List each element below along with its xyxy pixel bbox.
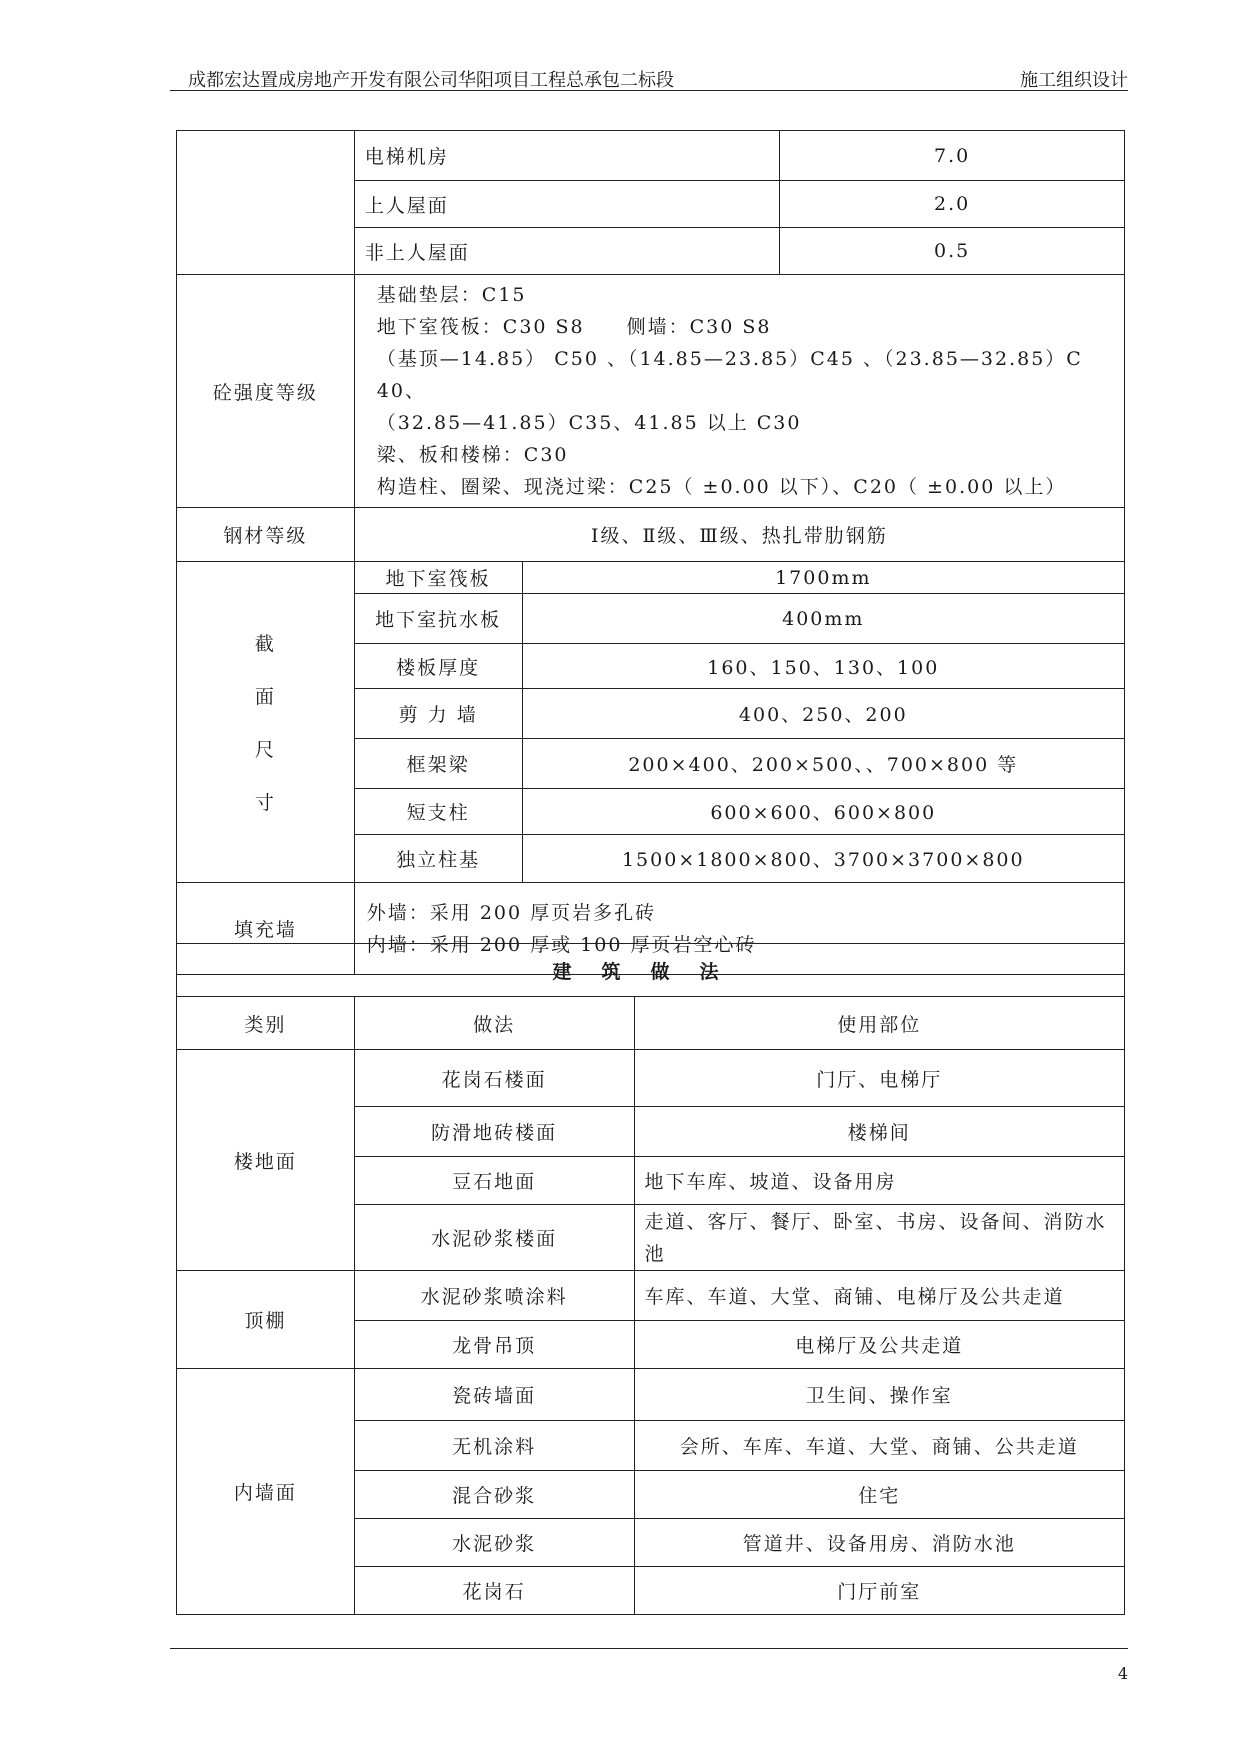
page-number: 4 bbox=[1117, 1664, 1128, 1683]
load-name: 上人屋面 bbox=[354, 181, 780, 228]
section-name: 剪 力 墙 bbox=[354, 689, 522, 739]
inner-wall-label: 内墙面 bbox=[177, 1369, 355, 1615]
header-method: 做法 bbox=[354, 997, 634, 1050]
location-cell: 电梯厅及公共走道 bbox=[634, 1321, 1124, 1369]
architecture-table bbox=[176, 943, 1125, 1615]
method-cell: 无机涂料 bbox=[354, 1421, 634, 1471]
section-value: 400、250、200 bbox=[522, 689, 1124, 739]
location-cell: 卫生间、操作室 bbox=[634, 1369, 1124, 1421]
header-project-title: 成都宏达置成房地产开发有限公司华阳项目工程总承包二标段 bbox=[188, 70, 674, 91]
loads-category-cell bbox=[177, 131, 355, 275]
location-cell: 走道、客厅、餐厅、卧室、书房、设备间、消防水池 bbox=[634, 1205, 1124, 1271]
section-value: 200×400、200×500、、700×800 等 bbox=[522, 739, 1124, 789]
architecture-title: 建筑做法 bbox=[177, 944, 1125, 997]
section-name: 楼板厚度 bbox=[354, 644, 522, 689]
concrete-line: （32.85—41.85）C35、41.85 以上 C30 bbox=[376, 412, 802, 434]
concrete-spec bbox=[354, 275, 1124, 508]
header-location: 使用部位 bbox=[634, 997, 1124, 1050]
concrete-line: 构造柱、圈梁、现浇过梁：C25（ ±0.00 以下）、C20（ ±0.00 以上） bbox=[376, 476, 1067, 498]
section-value: 600×600、600×800 bbox=[522, 789, 1124, 835]
load-value: 7.0 bbox=[780, 131, 1125, 181]
location-cell: 管道井、设备用房、消防水池 bbox=[634, 1519, 1124, 1567]
footer-rule bbox=[170, 1648, 1128, 1649]
location-cell: 地下车库、坡道、设备用房 bbox=[634, 1157, 1124, 1205]
method-cell: 花岗石楼面 bbox=[354, 1050, 634, 1107]
method-cell: 水泥砂浆喷涂料 bbox=[354, 1271, 634, 1321]
location-cell: 车库、车道、大堂、商铺、电梯厅及公共走道 bbox=[634, 1271, 1124, 1321]
method-cell: 豆石地面 bbox=[354, 1157, 634, 1205]
section-value: 400mm bbox=[522, 594, 1124, 644]
method-cell: 花岗石 bbox=[354, 1567, 634, 1615]
load-value: 0.5 bbox=[780, 228, 1125, 275]
concrete-label: 砼强度等级 bbox=[177, 275, 355, 508]
method-cell: 混合砂浆 bbox=[354, 1471, 634, 1519]
structure-table bbox=[176, 130, 1125, 975]
section-name: 独立柱基 bbox=[354, 835, 522, 883]
section-name: 地下室筏板 bbox=[354, 562, 522, 594]
location-cell: 门厅前室 bbox=[634, 1567, 1124, 1615]
section-name: 短支柱 bbox=[354, 789, 522, 835]
method-cell: 瓷砖墙面 bbox=[354, 1369, 634, 1421]
infill-line: 内墙：采用 200 厚或 100 厚页岩空心砖 bbox=[366, 933, 757, 956]
location-cell: 楼梯间 bbox=[634, 1107, 1124, 1157]
infill-line: 外墙：采用 200 厚页岩多孔砖 bbox=[366, 901, 657, 924]
method-cell: 水泥砂浆楼面 bbox=[354, 1205, 634, 1271]
concrete-line: 地下室筏板：C30 S8 侧墙：C30 S8 bbox=[376, 316, 772, 338]
ceiling-label: 顶棚 bbox=[177, 1271, 355, 1369]
section-value: 1700mm bbox=[522, 562, 1124, 594]
load-name: 电梯机房 bbox=[354, 131, 780, 181]
load-name: 非上人屋面 bbox=[354, 228, 780, 275]
method-cell: 水泥砂浆 bbox=[354, 1519, 634, 1567]
concrete-line: 梁、板和楼梯：C30 bbox=[376, 444, 569, 466]
section-value: 160、150、130、100 bbox=[522, 644, 1124, 689]
section-value: 1500×1800×800、3700×3700×800 bbox=[522, 835, 1124, 883]
floor-label: 楼地面 bbox=[177, 1050, 355, 1271]
concrete-line: （基顶—14.85） C50 、（14.85—23.85）C45 、（23.85—32.85）C 40、 bbox=[376, 348, 1083, 402]
method-cell: 防滑地砖楼面 bbox=[354, 1107, 634, 1157]
page-header bbox=[170, 60, 1128, 91]
method-cell: 龙骨吊顶 bbox=[354, 1321, 634, 1369]
steel-value: Ⅰ级、Ⅱ级、Ⅲ级、热扎带肋钢筋 bbox=[354, 508, 1124, 562]
location-cell: 会所、车库、车道、大堂、商铺、公共走道 bbox=[634, 1421, 1124, 1471]
header-doc-type: 施工组织设计 bbox=[1020, 70, 1128, 91]
section-name: 框架梁 bbox=[354, 739, 522, 789]
location-cell: 门厅、电梯厅 bbox=[634, 1050, 1124, 1107]
location-cell: 住宅 bbox=[634, 1471, 1124, 1519]
section-name: 地下室抗水板 bbox=[354, 594, 522, 644]
load-value: 2.0 bbox=[780, 181, 1125, 228]
concrete-line: 基础垫层：C15 bbox=[376, 284, 527, 306]
infill-label: 填充墙 bbox=[177, 883, 355, 975]
steel-label: 钢材等级 bbox=[177, 508, 355, 562]
header-category: 类别 bbox=[177, 997, 355, 1050]
section-label: 截 面 尺 寸 bbox=[177, 562, 355, 883]
